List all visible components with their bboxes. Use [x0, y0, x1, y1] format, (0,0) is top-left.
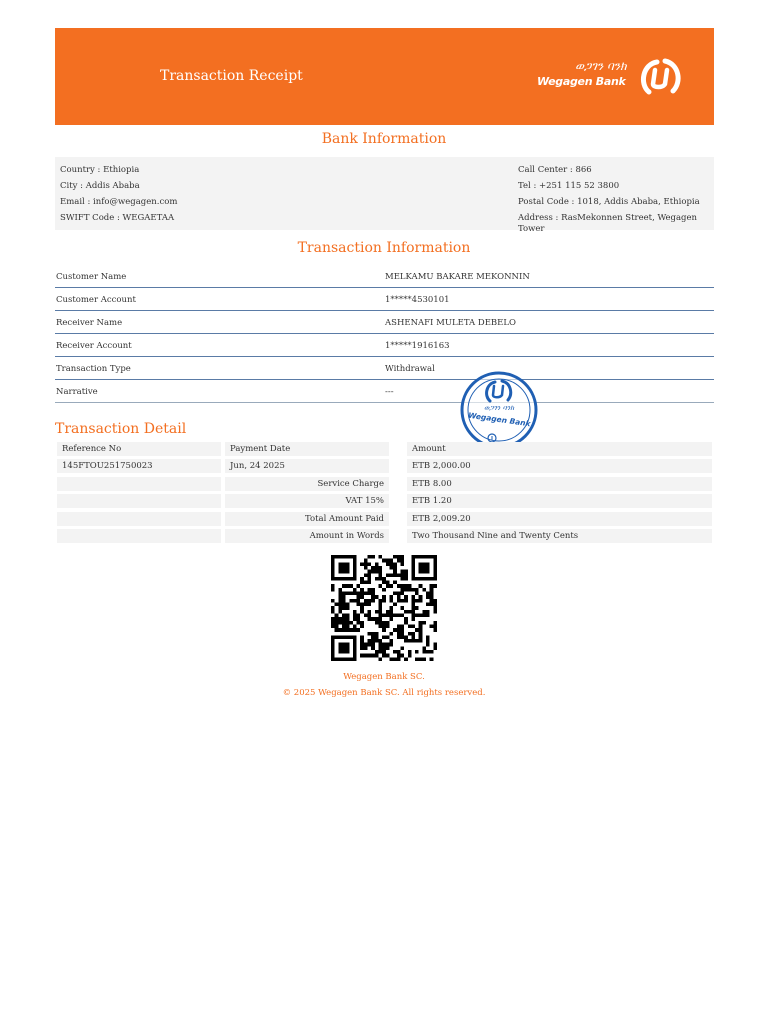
detail-label: VAT 15%: [225, 494, 389, 508]
wegagen-logo: [537, 58, 687, 96]
bank-address: Address : RasMekonnen Street, Wegagen Tower: [518, 213, 697, 234]
header-amount: Amount: [407, 442, 712, 456]
info-value: 1*****4530101: [385, 295, 450, 305]
stamp-text: Wegagen Bank: [467, 410, 532, 429]
info-label: Receiver Account: [56, 341, 132, 351]
detail-header-row: [57, 440, 712, 458]
header-reference-no: Reference No: [57, 442, 221, 456]
detail-label: Service Charge: [225, 477, 389, 491]
detail-row-service-charge: [57, 475, 712, 493]
svg-text:ወጋገን ባንክ: ወጋገን ባንክ: [483, 404, 515, 412]
footer-copyright: © 2025 Wegagen Bank SC. All rights reserved.: [282, 688, 486, 698]
bank-postal: Postal Code : 1018, Addis Ababa, Ethiopia: [518, 197, 700, 207]
bank-city: City : Addis Ababa: [60, 181, 140, 191]
bank-stamp-seal: [459, 370, 539, 450]
bank-info-right: [518, 165, 714, 234]
transaction-information-title: Transaction Information: [297, 240, 471, 256]
detail-row-total-paid: [57, 510, 712, 528]
detail-value: ETB 1.20: [407, 494, 712, 508]
detail-row-amount-words: [57, 528, 712, 546]
empty-cell: [57, 494, 221, 508]
info-value: ASHENAFI MULETA DEBELO: [385, 318, 516, 328]
info-row-customer-account: [55, 288, 714, 311]
info-label: Transaction Type: [56, 364, 131, 374]
info-row-customer-name: [55, 265, 714, 288]
info-value: Withdrawal: [385, 364, 435, 374]
info-label: Receiver Name: [56, 318, 123, 328]
bank-information-title: Bank Information: [321, 131, 447, 147]
logo-amharic-text: ወጋገን ባንክ: [575, 59, 627, 73]
bank-info-left: [60, 165, 177, 229]
info-label: Customer Name: [56, 272, 127, 282]
amount-value: ETB 2,000.00: [407, 459, 712, 473]
detail-value: ETB 2,009.20: [407, 512, 712, 526]
logo-name-text: Wegagen Bank: [537, 75, 626, 88]
transaction-detail-title: Transaction Detail: [55, 421, 187, 437]
detail-first-row: [57, 458, 712, 476]
bank-email: Email : info@wegagen.com: [60, 197, 178, 207]
empty-cell: [57, 512, 221, 526]
empty-cell: [57, 477, 221, 491]
receipt-header: [55, 28, 714, 125]
info-label: Narrative: [56, 387, 98, 397]
transaction-detail-table: [57, 440, 712, 545]
qr-code: [331, 554, 437, 662]
header-payment-date: Payment Date: [225, 442, 389, 456]
payment-date: Jun, 24 2025: [225, 459, 389, 473]
transaction-information-table: [55, 265, 714, 403]
reference-number: 145FTOU251750023: [57, 459, 221, 473]
detail-row-vat: [57, 493, 712, 511]
info-row-transaction-type: [55, 357, 714, 380]
detail-label: Total Amount Paid: [225, 512, 389, 526]
bank-swift: SWIFT Code : WEGAETAA: [60, 213, 175, 223]
footer-company: Wegagen Bank SC.: [343, 672, 425, 682]
detail-value: Two Thousand Nine and Twenty Cents: [407, 529, 712, 543]
info-value: 1*****1916163: [385, 341, 450, 351]
bank-call-center: Call Center : 866: [518, 165, 592, 175]
info-row-receiver-account: [55, 334, 714, 357]
wegagen-mark-icon: [635, 58, 685, 96]
bank-tel: Tel : +251 115 52 3800: [518, 181, 620, 191]
info-label: Customer Account: [56, 295, 136, 305]
bank-country: Country : Ethiopia: [60, 165, 140, 175]
detail-label: Amount in Words: [225, 529, 389, 543]
info-value: ---: [385, 387, 394, 397]
empty-cell: [57, 529, 221, 543]
info-value: MELKAMU BAKARE MEKONNIN: [385, 272, 530, 282]
detail-value: ETB 8.00: [407, 477, 712, 491]
info-row-narrative: [55, 380, 714, 403]
info-row-receiver-name: [55, 311, 714, 334]
bank-information-box: [55, 157, 714, 234]
receipt-title: Transaction Receipt: [160, 68, 303, 84]
